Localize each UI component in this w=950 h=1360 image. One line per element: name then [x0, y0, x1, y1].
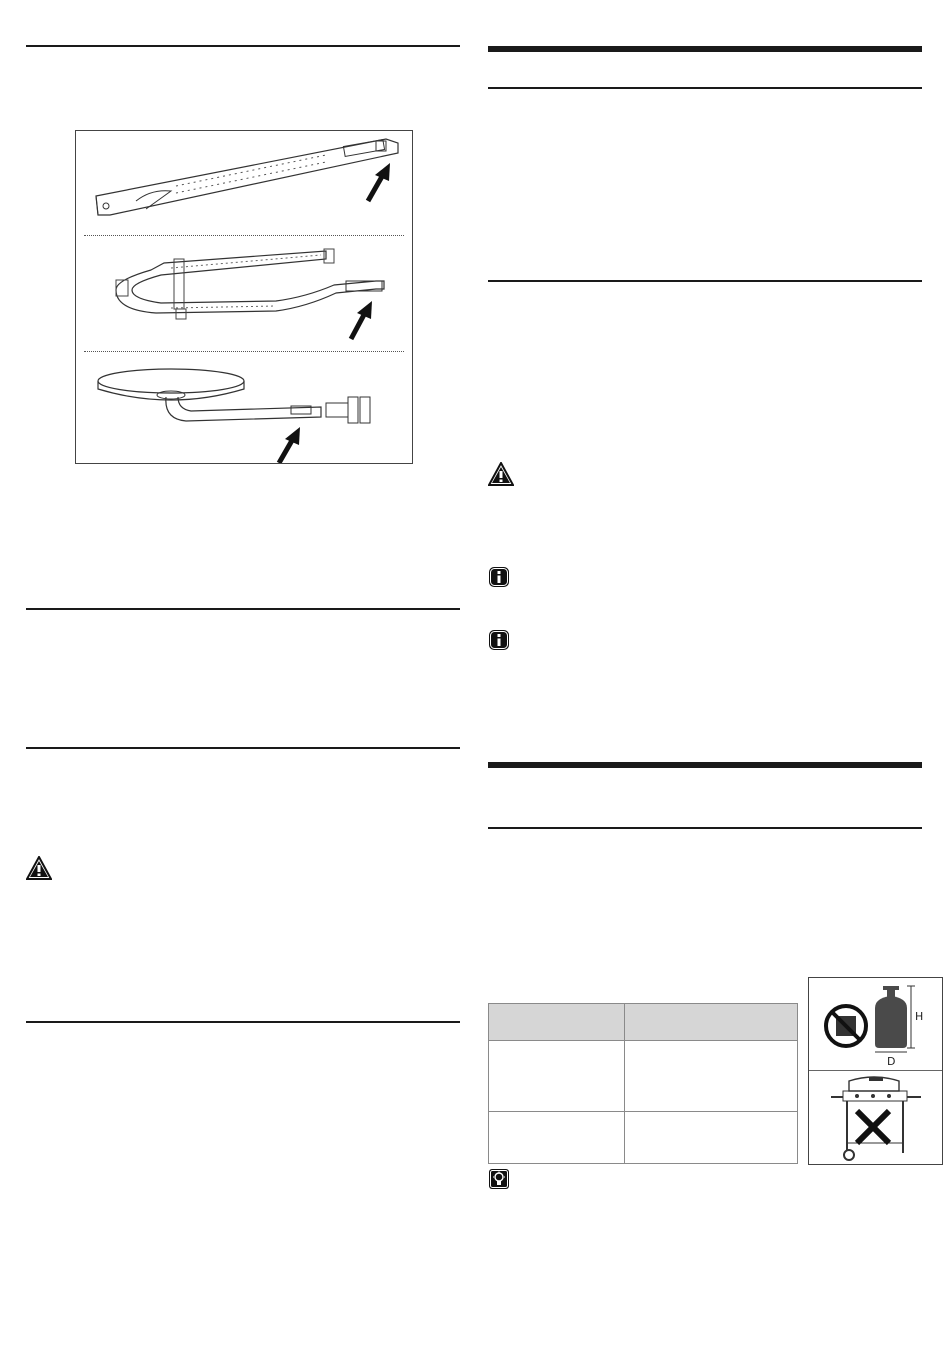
no-container-icon: [826, 1006, 866, 1046]
right-section-rule-1: [488, 87, 922, 89]
right-section-rule-2: [488, 280, 922, 282]
right-section-rule-3: [488, 827, 922, 829]
left-section-rule-3: [26, 747, 460, 749]
right-chapter-rule-2: [488, 762, 922, 768]
table-cell: [489, 1041, 625, 1112]
table-row: [489, 1112, 798, 1164]
left-section-rule-2: [26, 608, 460, 610]
table-cell: [625, 1041, 798, 1112]
table-header-cell: [489, 1004, 625, 1041]
cylinder-diameter-label: D: [887, 1055, 896, 1068]
cylinder-dimensions-drawing: [809, 978, 942, 1070]
side-burner-drawing: [76, 351, 412, 463]
cross-out-icon: [857, 1111, 889, 1143]
info-icon: [488, 566, 510, 588]
table-cell: [625, 1112, 798, 1164]
cylinder-height-label: H: [915, 1010, 924, 1023]
table-header-row: [489, 1004, 798, 1041]
left-section-rule-1: [26, 45, 460, 47]
pointer-arrow-icon: [351, 301, 372, 339]
warning-triangle-icon: [26, 856, 52, 880]
gas-cylinder-table: [488, 1003, 798, 1164]
pointer-arrow-icon: [279, 427, 300, 463]
table-header-cell: [625, 1004, 798, 1041]
gas-cylinder-icon: [875, 986, 907, 1048]
straight-tube-burner-drawing: [76, 131, 412, 235]
grill-storage-prohibited-drawing: [809, 1071, 942, 1164]
pointer-arrow-icon: [368, 163, 390, 201]
table-row: [489, 1041, 798, 1112]
warning-triangle-icon: [488, 462, 514, 486]
u-shaped-burner-drawing: [76, 235, 412, 351]
info-icon: [488, 629, 510, 651]
burner-illustration-frame: [75, 130, 413, 464]
left-section-rule-4: [26, 1021, 460, 1023]
cylinder-figures-frame: [808, 977, 943, 1165]
lightbulb-tip-icon: [488, 1168, 510, 1190]
table-cell: [489, 1112, 625, 1164]
right-chapter-rule-1: [488, 46, 922, 52]
